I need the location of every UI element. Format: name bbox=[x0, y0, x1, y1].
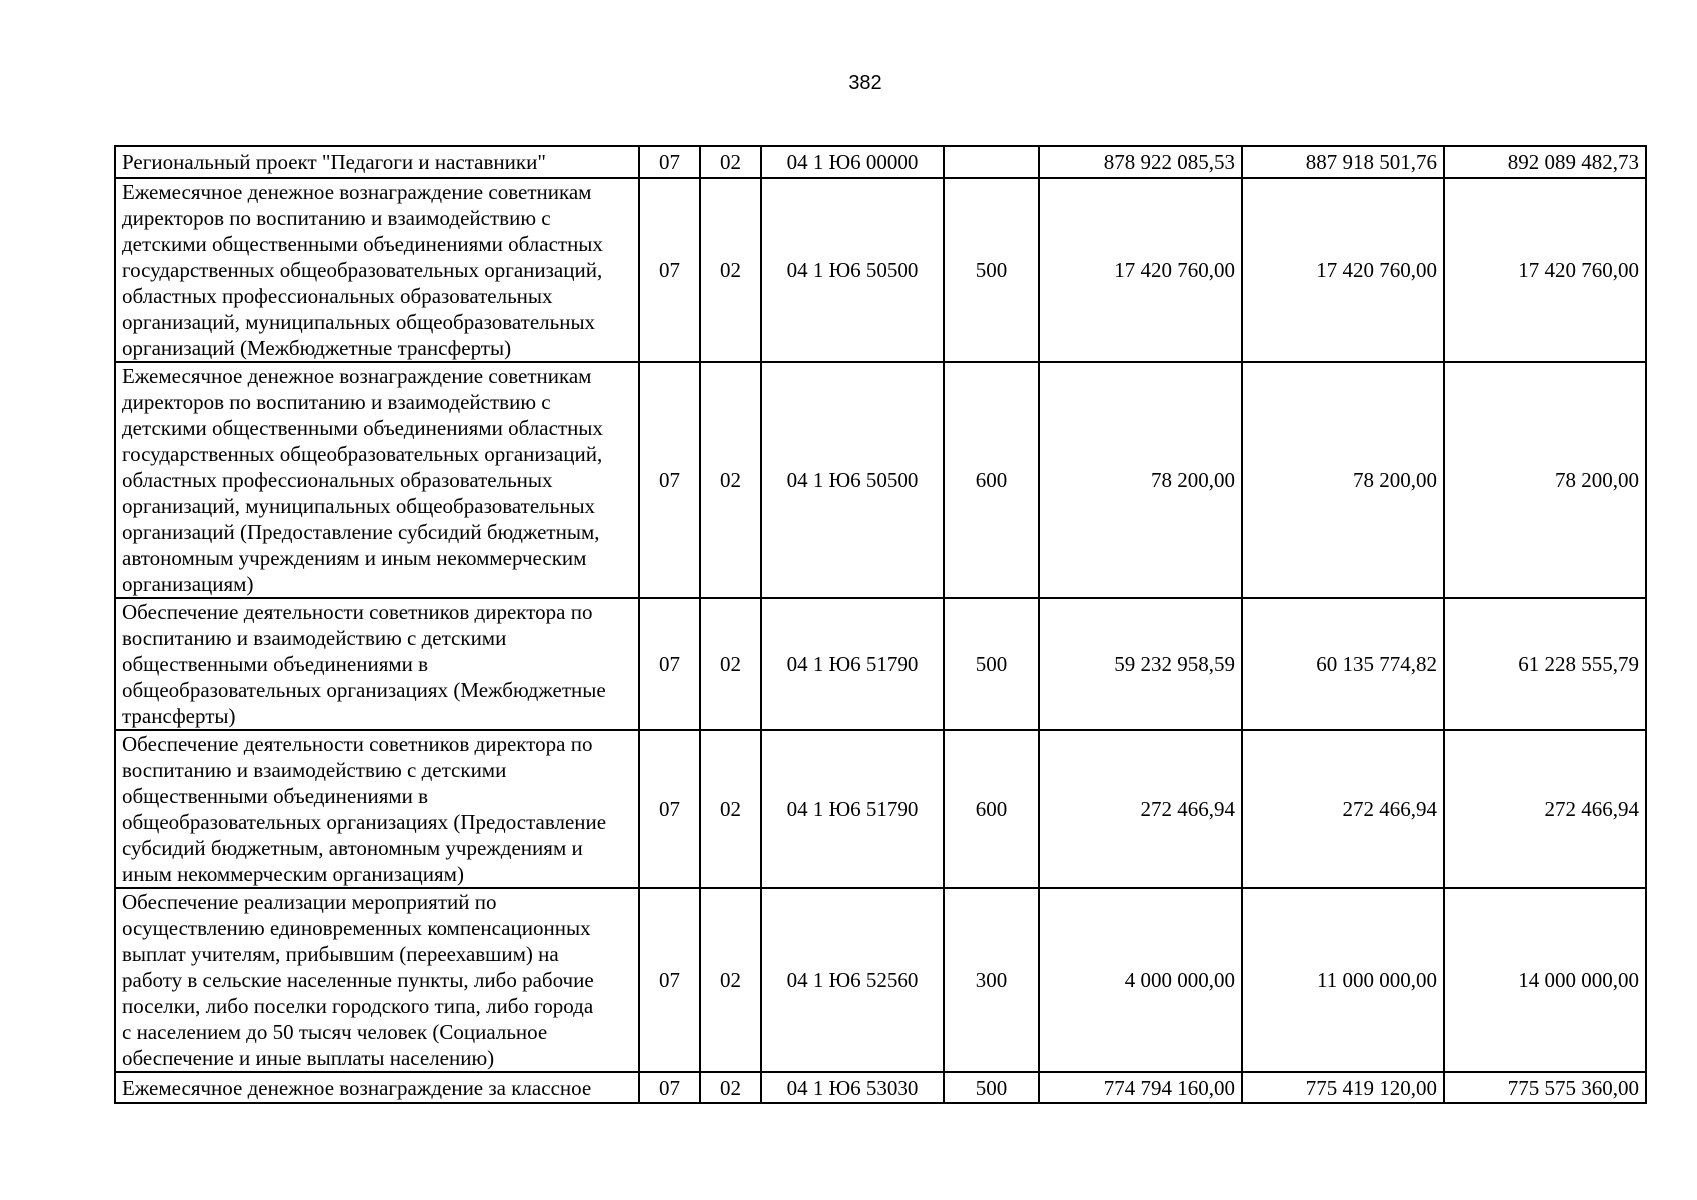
amount-year-2: 272 466,94 bbox=[1242, 730, 1444, 888]
amount-year-1: 59 232 958,59 bbox=[1039, 598, 1242, 730]
section-code: 07 bbox=[639, 178, 700, 362]
subsection-code: 02 bbox=[700, 888, 761, 1072]
section-code: 07 bbox=[639, 598, 700, 730]
page-number: 382 bbox=[848, 72, 882, 94]
section-code: 07 bbox=[639, 888, 700, 1072]
amount-year-1: 774 794 160,00 bbox=[1039, 1072, 1242, 1103]
table-row bbox=[115, 598, 1646, 730]
amount-year-2: 775 419 120,00 bbox=[1242, 1072, 1444, 1103]
table-row bbox=[115, 178, 1646, 362]
amount-year-2: 887 918 501,76 bbox=[1242, 146, 1444, 178]
section-code: 07 bbox=[639, 146, 700, 178]
section-code: 07 bbox=[639, 730, 700, 888]
row-name: Обеспечение деятельности советников директора по воспитанию и взаимодействию с детскими общественными объединениями в общеобразовательных организациях (Межбюджетные трансферты) bbox=[115, 598, 639, 730]
amount-year-1: 272 466,94 bbox=[1039, 730, 1242, 888]
row-name: Ежемесячное денежное вознаграждение советникам директоров по воспитанию и взаимодействию с детскими общественными объединениями областных государственных общеобразовательных организаций, областных профессиональных образовательных организаций, муниципальных общеобразовательных организаций (Предоставление субсидий бюджетным, автономным учреждениям и иным некоммерческим организациям) bbox=[115, 362, 639, 598]
amount-year-3: 272 466,94 bbox=[1444, 730, 1646, 888]
subsection-code: 02 bbox=[700, 146, 761, 178]
target-article-code: 04 1 Ю6 51790 bbox=[761, 730, 944, 888]
section-code: 07 bbox=[639, 362, 700, 598]
row-name: Обеспечение реализации мероприятий по осуществлению единовременных компенсационных выплат учителям, прибывшим (переехавшим) на работу в сельские населенные пункты, либо рабочие поселки, либо поселки городского типа, либо города с населением до 50 тысяч человек (Социальное обеспечение и иные выплаты населению) bbox=[115, 888, 639, 1072]
row-name: Ежемесячное денежное вознаграждение за классное bbox=[115, 1072, 639, 1103]
row-name: Региональный проект "Педагоги и наставники" bbox=[115, 146, 639, 178]
table-row bbox=[115, 146, 1646, 178]
subsection-code: 02 bbox=[700, 730, 761, 888]
amount-year-1: 78 200,00 bbox=[1039, 362, 1242, 598]
expense-type-code: 500 bbox=[944, 598, 1039, 730]
amount-year-1: 878 922 085,53 bbox=[1039, 146, 1242, 178]
budget-table bbox=[114, 145, 1647, 1104]
amount-year-3: 775 575 360,00 bbox=[1444, 1072, 1646, 1103]
amount-year-2: 60 135 774,82 bbox=[1242, 598, 1444, 730]
subsection-code: 02 bbox=[700, 1072, 761, 1103]
expense-type-code: 500 bbox=[944, 1072, 1039, 1103]
target-article-code: 04 1 Ю6 00000 bbox=[761, 146, 944, 178]
amount-year-3: 14 000 000,00 bbox=[1444, 888, 1646, 1072]
table-row bbox=[115, 362, 1646, 598]
amount-year-1: 4 000 000,00 bbox=[1039, 888, 1242, 1072]
amount-year-3: 17 420 760,00 bbox=[1444, 178, 1646, 362]
table-row bbox=[115, 730, 1646, 888]
amount-year-2: 11 000 000,00 bbox=[1242, 888, 1444, 1072]
table-row bbox=[115, 888, 1646, 1072]
subsection-code: 02 bbox=[700, 598, 761, 730]
target-article-code: 04 1 Ю6 53030 bbox=[761, 1072, 944, 1103]
expense-type-code: 600 bbox=[944, 730, 1039, 888]
table-row bbox=[115, 1072, 1646, 1103]
amount-year-2: 78 200,00 bbox=[1242, 362, 1444, 598]
amount-year-3: 78 200,00 bbox=[1444, 362, 1646, 598]
section-code: 07 bbox=[639, 1072, 700, 1103]
subsection-code: 02 bbox=[700, 362, 761, 598]
expense-type-code bbox=[944, 146, 1039, 178]
amount-year-3: 61 228 555,79 bbox=[1444, 598, 1646, 730]
expense-type-code: 500 bbox=[944, 178, 1039, 362]
row-name: Обеспечение деятельности советников директора по воспитанию и взаимодействию с детскими общественными объединениями в общеобразовательных организациях (Предоставление субсидий бюджетным, автономным учреждениям и иным некоммерческим организациям) bbox=[115, 730, 639, 888]
subsection-code: 02 bbox=[700, 178, 761, 362]
expense-type-code: 600 bbox=[944, 362, 1039, 598]
amount-year-2: 17 420 760,00 bbox=[1242, 178, 1444, 362]
row-name: Ежемесячное денежное вознаграждение советникам директоров по воспитанию и взаимодействию с детскими общественными объединениями областных государственных общеобразовательных организаций, областных профессиональных образовательных организаций, муниципальных общеобразовательных организаций (Межбюджетные трансферты) bbox=[115, 178, 639, 362]
expense-type-code: 300 bbox=[944, 888, 1039, 1072]
amount-year-3: 892 089 482,73 bbox=[1444, 146, 1646, 178]
amount-year-1: 17 420 760,00 bbox=[1039, 178, 1242, 362]
target-article-code: 04 1 Ю6 52560 bbox=[761, 888, 944, 1072]
target-article-code: 04 1 Ю6 50500 bbox=[761, 362, 944, 598]
target-article-code: 04 1 Ю6 50500 bbox=[761, 178, 944, 362]
target-article-code: 04 1 Ю6 51790 bbox=[761, 598, 944, 730]
